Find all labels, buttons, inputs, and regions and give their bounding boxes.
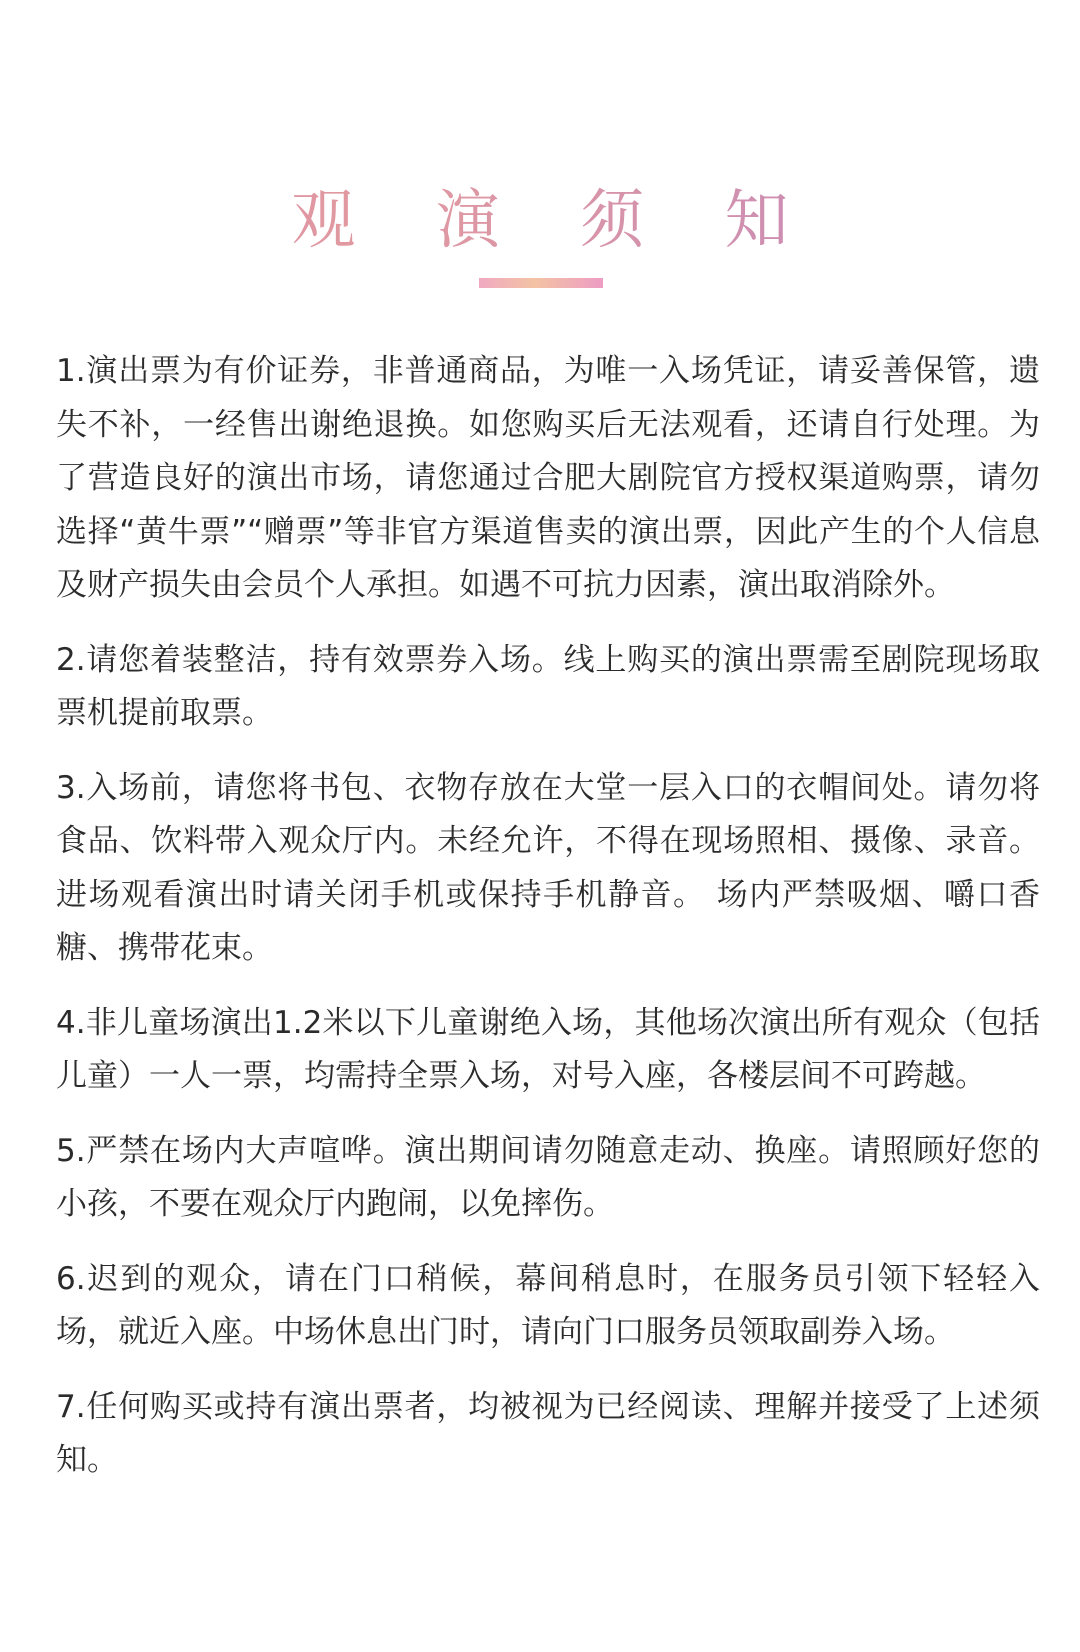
title-underline-bar [479, 278, 603, 288]
rules-list [56, 345, 1040, 1509]
rule-item-6: 6.迟到的观众，请在门口稍候，幕间稍息时，在服务员引领下轻轻入场，就近入座。中场休息出门时，请向门口服务员领取副券入场。 [56, 1260, 1040, 1350]
rule-item-5: 5.严禁在场内大声喧哗。演出期间请勿随意走动、换座。请照顾好您的小孩，不要在观众厅内跑闹，以免摔伤。 [56, 1132, 1040, 1222]
rule-item-2: 2.请您着装整洁，持有效票券入场。线上购买的演出票需至剧院现场取票机提前取票。 [56, 641, 1040, 731]
rule-item-7: 7.任何购买或持有演出票者，均被视为已经阅读、理解并接受了上述须知。 [56, 1388, 1040, 1478]
rule-item-1: 1.演出票为有价证券，非普通商品，为唯一入场凭证，请妥善保管，遗失不补，一经售出谢绝退换。如您购买后无法观看，还请自行处理。为了营造良好的演出市场，请您通过合肥大剧院官方授权渠道购票，请勿选择“黄牛票”“赠票”等非官方渠道售卖的演出票，因此产生的个人信息及财产损失由会员个人承担。如遇不可抗力因素，演出取消除外。 [56, 353, 1040, 603]
page-title: 观 演 须 知 [0, 181, 1080, 261]
rule-item-4: 4.非儿童场演出1.2米以下儿童谢绝入场，其他场次演出所有观众（包括儿童）一人一票，均需持全票入场，对号入座，各楼层间不可跨越。 [56, 1004, 1040, 1094]
rule-item-3: 3.入场前，请您将书包、衣物存放在大堂一层入口的衣帽间处。请勿将食品、饮料带入观众厅内。未经允许，不得在现场照相、摄像、录音。进场观看演出时请关闭手机或保持手机静音。 场内严禁吸烟、嚼口香糖、携带花束。 [56, 769, 1040, 966]
